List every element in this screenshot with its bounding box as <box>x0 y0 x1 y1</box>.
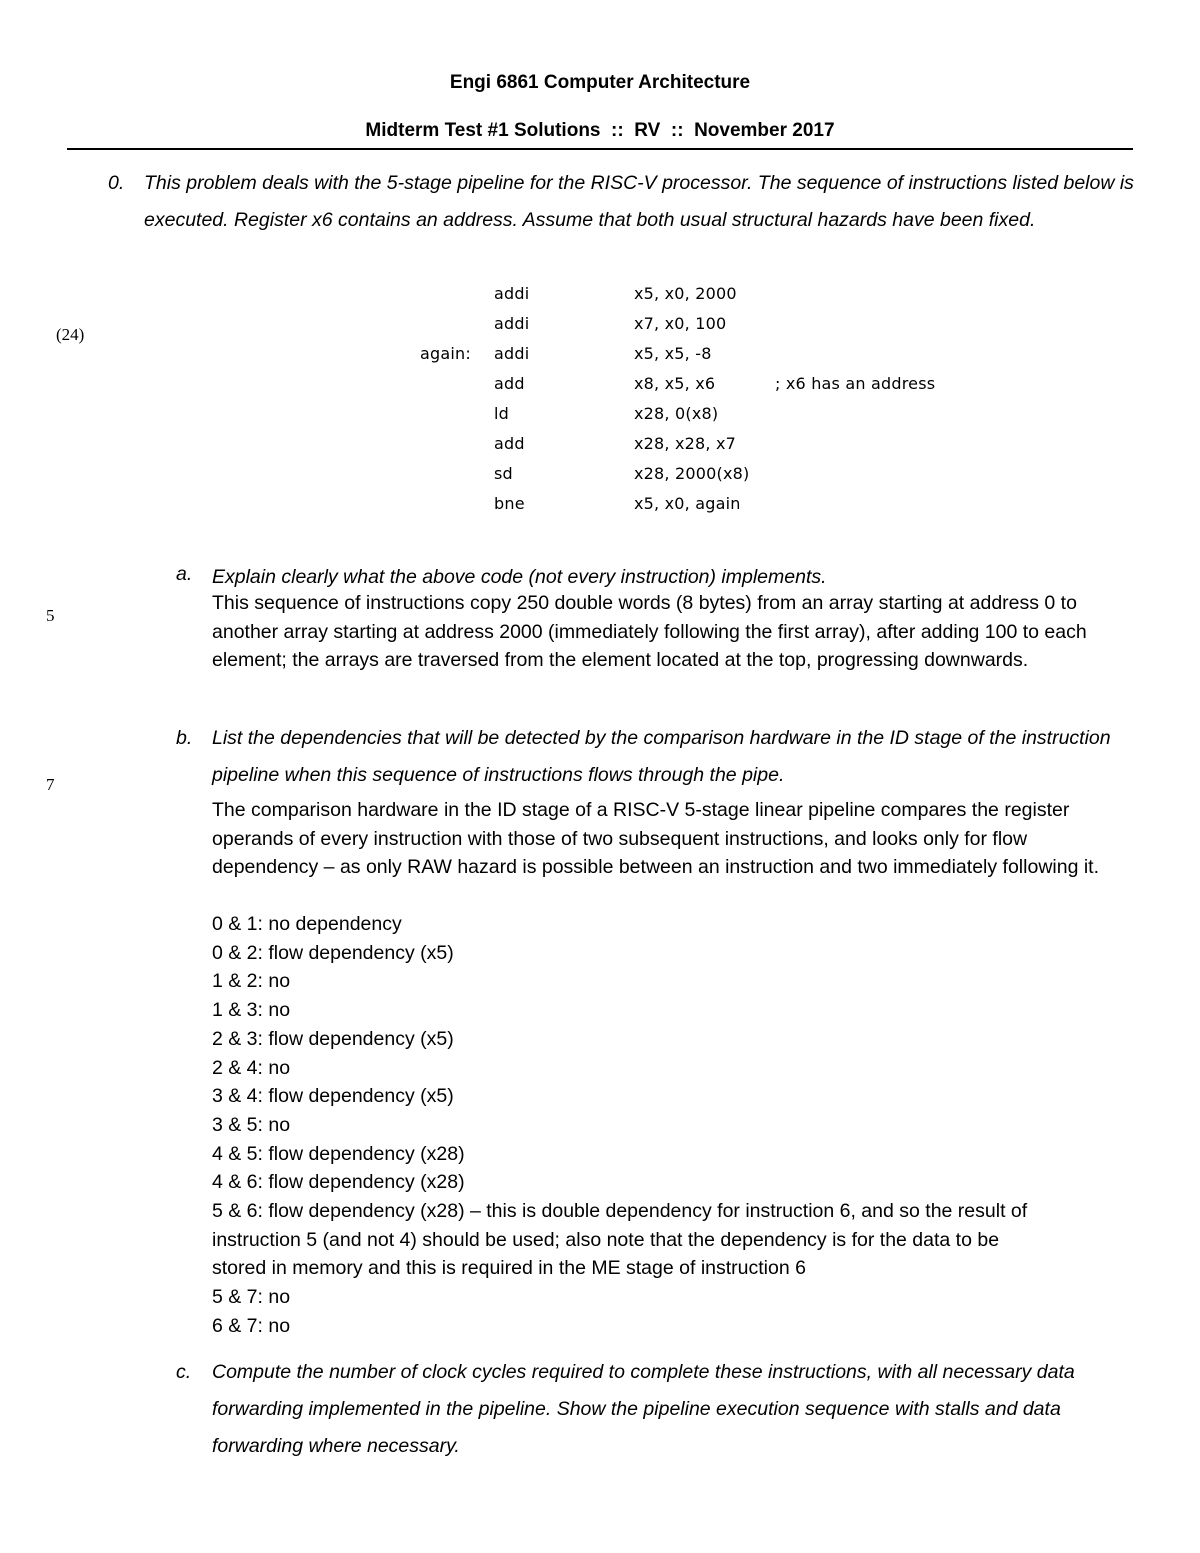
code-op: addi <box>494 344 530 363</box>
header-divider <box>67 148 1133 150</box>
code-args: x28, 2000(x8) <box>634 464 750 483</box>
code-args: x28, x28, x7 <box>634 434 737 453</box>
part-a-letter: a. <box>176 563 193 585</box>
dependency-line: 2 & 3: flow dependency (x5) <box>212 1027 454 1050</box>
code-line <box>420 284 1020 314</box>
code-line <box>420 494 1020 524</box>
page-title: Engi 6861 Computer Architecture <box>449 72 751 93</box>
code-listing <box>420 284 1020 529</box>
problem-number: 0. <box>108 172 125 194</box>
code-args: x5, x0, 2000 <box>634 284 737 303</box>
code-op: addi <box>494 314 530 333</box>
dependency-line: 3 & 5: no <box>212 1113 291 1136</box>
part-b-letter: b. <box>176 727 193 749</box>
dependency-line: stored in memory and this is required in the ME stage of instruction 6 <box>212 1257 806 1280</box>
code-line <box>420 374 1020 404</box>
code-args: x5, x5, -8 <box>634 344 712 363</box>
part-a-marks: 5 <box>46 606 55 625</box>
part-b-question: List the dependencies that will be detected by the comparison hardware in the ID stage of the instruction pipeline when this sequence of instructions flows through the pipe. <box>212 727 1111 786</box>
code-label: again: <box>420 344 471 363</box>
dependency-line: 3 & 4: flow dependency (x5) <box>212 1085 454 1108</box>
dependency-line: 4 & 6: flow dependency (x28) <box>212 1171 465 1194</box>
code-args: x7, x0, 100 <box>634 314 727 333</box>
code-args: x5, x0, again <box>634 494 741 513</box>
code-line <box>420 404 1020 434</box>
part-b-marks: 7 <box>46 775 55 794</box>
part-a-question: Explain clearly what the above code (not every instruction) implements. <box>212 566 827 588</box>
dependency-line: 2 & 4: no <box>212 1056 291 1079</box>
dependency-line: 6 & 7: no <box>212 1314 291 1337</box>
dependency-line: 5 & 7: no <box>212 1286 291 1309</box>
code-op: bne <box>494 494 525 513</box>
part-c-question: Compute the number of clock cycles required to complete these instructions, with all necessary data forwarding implemented in the pipeline. Show the pipeline execution sequence with stalls and data forwarding where necessary. <box>212 1361 1075 1457</box>
dependency-line: 1 & 3: no <box>212 999 291 1022</box>
code-args: x28, 0(x8) <box>634 404 719 423</box>
dependency-line: 0 & 2: flow dependency (x5) <box>212 941 454 964</box>
problem-marks: (24) <box>56 325 85 344</box>
code-op: add <box>494 434 525 453</box>
code-line <box>420 344 1020 374</box>
dependency-line: 1 & 2: no <box>212 970 291 993</box>
code-line <box>420 314 1020 344</box>
problem-text: This problem deals with the 5-stage pipeline for the RISC-V processor. The sequence of instructions listed below is executed. Register x6 contains an address. Assume that both usual structural hazards have been fixed. <box>144 172 1134 231</box>
page-subtitle: Midterm Test #1 Solutions :: RV :: November 2017 <box>365 120 835 141</box>
dependency-line: instruction 5 (and not 4) should be used; also note that the dependency is for the data to be <box>212 1228 1000 1251</box>
code-op: sd <box>494 464 513 483</box>
dependency-line: 4 & 5: flow dependency (x28) <box>212 1142 465 1165</box>
part-c-letter: c. <box>176 1361 192 1383</box>
code-line <box>420 464 1020 494</box>
code-op: add <box>494 374 525 393</box>
code-op: ld <box>494 404 510 423</box>
dependency-list <box>212 910 1142 1341</box>
dependency-line: 5 & 6: flow dependency (x28) – this is double dependency for instruction 6, and so the result of <box>212 1200 1028 1223</box>
code-op: addi <box>494 284 530 303</box>
part-b-intro: The comparison hardware in the ID stage of a RISC-V 5-stage linear pipeline compares the register operands of every instruction with those of two subsequent instructions, and looks only for flow dependency – as only RAW hazard is possible between an instruction and two immediately following it. <box>212 799 1100 879</box>
code-line <box>420 434 1020 464</box>
code-comment: ; x6 has an address <box>775 374 936 393</box>
part-a-answer: This sequence of instructions copy 250 double words (8 bytes) from an array starting at address 0 to another array starting at address 2000 (immediately following the first array), after adding 100 to each element; the arrays are traversed from the element located at the top, progressing downwards. <box>212 592 1087 672</box>
dependency-line: 0 & 1: no dependency <box>212 913 402 935</box>
code-args: x8, x5, x6 <box>634 374 716 393</box>
